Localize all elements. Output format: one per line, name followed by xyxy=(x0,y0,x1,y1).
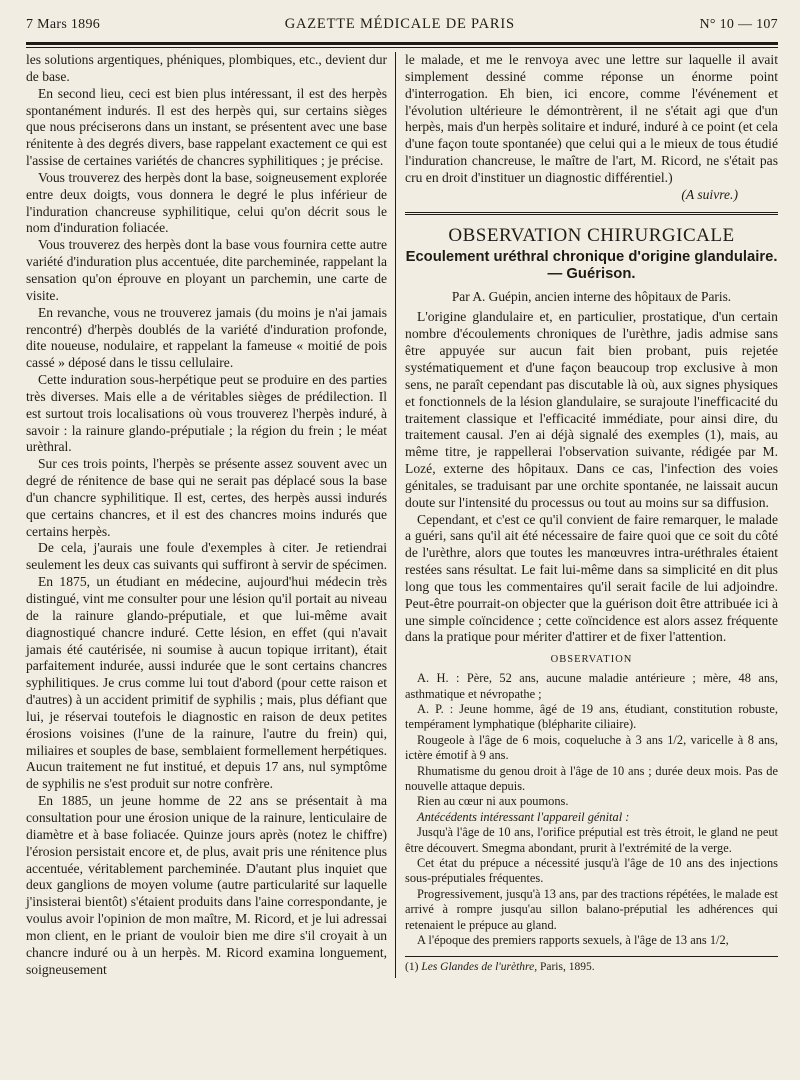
observation-paragraph: Rougeole à l'âge de 6 mois, coqueluche à 3 ans 1/2, varicelle à 8 ans, ictère émotif à 9 ans. xyxy=(405,732,778,763)
left-paragraph: Sur ces trois points, l'herpès se présente assez souvent avec un degré de rénitence de base qui ne serait pas déplacé sous la base d'un chancre syphilitique. Il est, certes, des herpès aussi indurés que certains chancres, et il est des chancres moins indurés que certains herpès. xyxy=(26,456,388,539)
left-paragraph: En 1875, un étudiant en médecine, aujourd'hui médecin très distingué, vint me consulter pour une lésion qu'il portait au niveau de la rainure glando-préputiale, et que lui-même avait diagnostiqué chancre induré. Cette lésion, en effet (qui n'avait jamais été cautérisée, ni soumise à aucun topique irritant), était parfaitement indurée, aussi indurée que le sont certains chancres syphilitiques. Je crus comme lui tout d'abord (pour cette raison et d'autres) à un accident primitif de syphilis ; mais, plus défiant que lui, je réservai toutefois le diagnostic en raison de deux petites érosions voisines (l'une de la rainure, l'autre du frein) qui, miliaires et souples de base, semblaient formellement herpétiques. Aucun traitement ne fut institué, et depuis 17 ans, nul symptôme de syphilis ne s'est produit sur notre confrère. xyxy=(26,574,388,792)
issue-page-number: N° 10 — 107 xyxy=(699,17,778,32)
observation-body xyxy=(405,671,778,948)
left-paragraph: De cela, j'aurais une foule d'exemples à citer. Je retiendrai seulement les deux cas suivants qui suffiront à servir de spécimen. xyxy=(26,540,388,573)
observation-paragraph: A. H. : Père, 52 ans, aucune maladie antérieure ; mère, 48 ans, asthmatique et névropathe ; xyxy=(405,671,778,701)
left-paragraph: Vous trouverez des herpès dont la base vous fournira cette autre variété d'induration plus accentuée, dite parcheminée, rappelant la sensation qu'on éprouve en ployant un parchemin, une carte de visite. xyxy=(26,237,388,303)
article-paragraph: L'origine glandulaire et, en particulier, prostatique, d'un certain nombre d'écoulements chroniques de l'urèthre, jadis admise sans être appuyée sur aucun fait bien probant, puis rejetée systématiquement et d'une façon beaucoup trop exclusive à mon sens, ne paraît cependant pas discutable là où, aux signes physiques et fonctionnels de la lésion glandulaire, se surajoute l'inefficacité du traitement classique et l'efficacité immédiate, pour ainsi dire, du traitement causal. J'en ai déjà signalé des exemples (1), mais, au même titre, je rappellerai l'observation suivante, rédigée par M. Lozé, externe des hôpitaux. Dans ce cas, l'infection des voies génitales, se traduisant par une orchite spontanée, ne laissait aucun doute sur l'intensité du processus ou tout au moins sur sa diffusion. xyxy=(405,309,778,510)
observation-paragraph: Progressivement, jusqu'à 13 ans, par des tractions répétées, le malade est arrivé à rompre jusqu'au sillon balano-préputial les adhérences qui retenaient le prépuce au gland. xyxy=(405,886,778,932)
article-paragraph: Cependant, et c'est ce qu'il convient de faire remarquer, le malade a guéri, sans qu'il ait été nécessaire de faire quoi que ce soit du côté de l'urèthre, alors que toutes les manœuvres intra-uréthrales étaient restées sans résultat. Le fait lui-même dans sa simplicité en dit plus long que tous les commentaires qu'il serait facile de lui adjoindre. Peut-être pourrait-on objecter que la guérison doit être attribuée ici à une simple coïncidence ; cette coïncidence est alors assez fréquente dans la pratique pour mériter d'attirer et de fixer l'attention. xyxy=(405,511,778,645)
left-paragraph: les solutions argentiques, phéniques, plombiques, etc., devient dur de base. xyxy=(26,52,388,84)
footnote-citation-rest: Paris, 1895. xyxy=(539,961,595,974)
observation-heading: OBSERVATION xyxy=(550,654,633,666)
observation-paragraph: Antécédents intéressant l'appareil génital : xyxy=(417,809,630,824)
running-head xyxy=(26,10,778,38)
observation-paragraph: Rien au cœur ni aux poumons. xyxy=(417,794,569,809)
article-body xyxy=(405,309,778,646)
issue-date: 7 Mars 1896 xyxy=(26,17,101,32)
two-column-body xyxy=(26,52,778,978)
observation-paragraph: A l'époque des premiers rapports sexuels, à l'âge de 13 ans 1/2, xyxy=(417,933,729,948)
left-paragraph: En second lieu, ceci est bien plus intéressant, il est des herpès spontanément indurés. Il est des herpès qui, sur certains sièges que nous préciserons dans un instant, se présentent avec une base rénitente à des degrés divers, base rappelant exactement ce qui est l'assise de certaines variétés de chancres syphilitiques ; je précise. xyxy=(26,85,388,169)
section-rule-bottom xyxy=(405,214,778,215)
article-title: Ecoulement uréthral chronique d'origine glandulaire. — Guérison. xyxy=(405,248,778,282)
right-column xyxy=(403,52,778,978)
to-be-continued: (A suivre.) xyxy=(681,186,738,202)
observation-paragraph: Rhumatisme du genou droit à l'âge de 10 ans ; durée deux mois. Pas de nouvelle attaque depuis. xyxy=(405,763,778,793)
article-byline: Par A. Guépin, ancien interne des hôpitaux de Paris. xyxy=(451,288,732,304)
footnote xyxy=(405,960,778,974)
left-paragraph: Cette induration sous-herpétique peut se produire en des parties très diverses. Mais elle a de véritables sièges de prédilection. Il est surtout trois localisations où vous trouverez l'herpès induré, à savoir : la rainure glando-préputiale ; la région du frein ; le méat urèthral. xyxy=(26,372,388,455)
footnote-marker: (1) xyxy=(405,961,419,974)
section-title: OBSERVATION CHIRURGICALE xyxy=(448,224,735,246)
left-paragraph: Vous trouverez des herpès dont la base, soigneusement explorée entre deux doigts, vous donnera le degré le plus inférieur de l'induration chancreuse syphilitique, celui qu'on décrit sous le nom d'induration foliacée. xyxy=(26,169,388,236)
footnote-rule xyxy=(405,956,778,957)
header-rule-thick xyxy=(26,42,778,45)
observation-paragraph: Cet état du prépuce a nécessité jusqu'à l'âge de 10 ans des injections sous-préputiales fréquentes. xyxy=(405,856,778,886)
left-paragraph: En revanche, vous ne trouverez jamais (du moins je n'ai jamais rencontré) d'herpès doublés de la variété d'induration profonde, dite noueuse, nodulaire, et rappelant la fameuse « moitié de pois cassé » déposé dans le tissu cellulaire. xyxy=(26,304,388,371)
continued-paragraph: le malade, et me le renvoya avec une lettre sur laquelle il avait simplement dessiné comme réponse un énorme point d'interrogation. Eh bien, ici encore, comme l'événement et l'évolution ultérieure le démontrèrent, il ne s'était agi que d'un herpès, mais d'un herpès solitaire et induré, induré à ce point (et cela d'une façon toute spontanée) que celui qui a le mieux de tous étudié l'induration chancreuse, le maître de l'art, M. Ricord, ne s'était pas cru en droit d'instituer un diagnostic différentiel.) xyxy=(405,52,778,185)
journal-title: GAZETTE MÉDICALE DE PARIS xyxy=(284,16,515,32)
observation-paragraph: A. P. : Jeune homme, âgé de 19 ans, étudiant, constitution robuste, tempérament lymphatique (blépharite ciliaire). xyxy=(405,701,778,732)
observation-paragraph: Jusqu'à l'âge de 10 ans, l'orifice préputial est très étroit, le gland ne peut être découvert. Smegma abondant, prurit à l'extrémité de la verge. xyxy=(405,825,778,855)
header-rule-thin xyxy=(26,47,778,48)
section-rule-top xyxy=(405,212,778,213)
column-divider xyxy=(395,52,396,978)
left-column xyxy=(26,52,395,978)
left-paragraph: En 1885, un jeune homme de 22 ans se présentait à ma consultation pour une érosion unique de la rainure, lenticulaire de diamètre et à base foliacée. Quinze jours après (notez le chiffre) l'érosion persistait encore et, de plus, avait pris une rénitence plus accentuée, véritablement parcheminée. D'autant plus inquiet que deux ganglions de moyen volume (autre particularité sur laquelle j'insisterai bientôt) s'étaient produits dans l'aine correspondante, je voulus avoir l'opinion de mon maître, M. Ricord, et je lui adressai mon client, en le priant de vouloir bien me dire s'il croyait à un chancre induré ou à un herpès. M. Ricord examina longuement, soigneusement xyxy=(26,793,388,977)
footnote-cited-title: Les Glandes de l'urèthre, xyxy=(421,961,538,974)
